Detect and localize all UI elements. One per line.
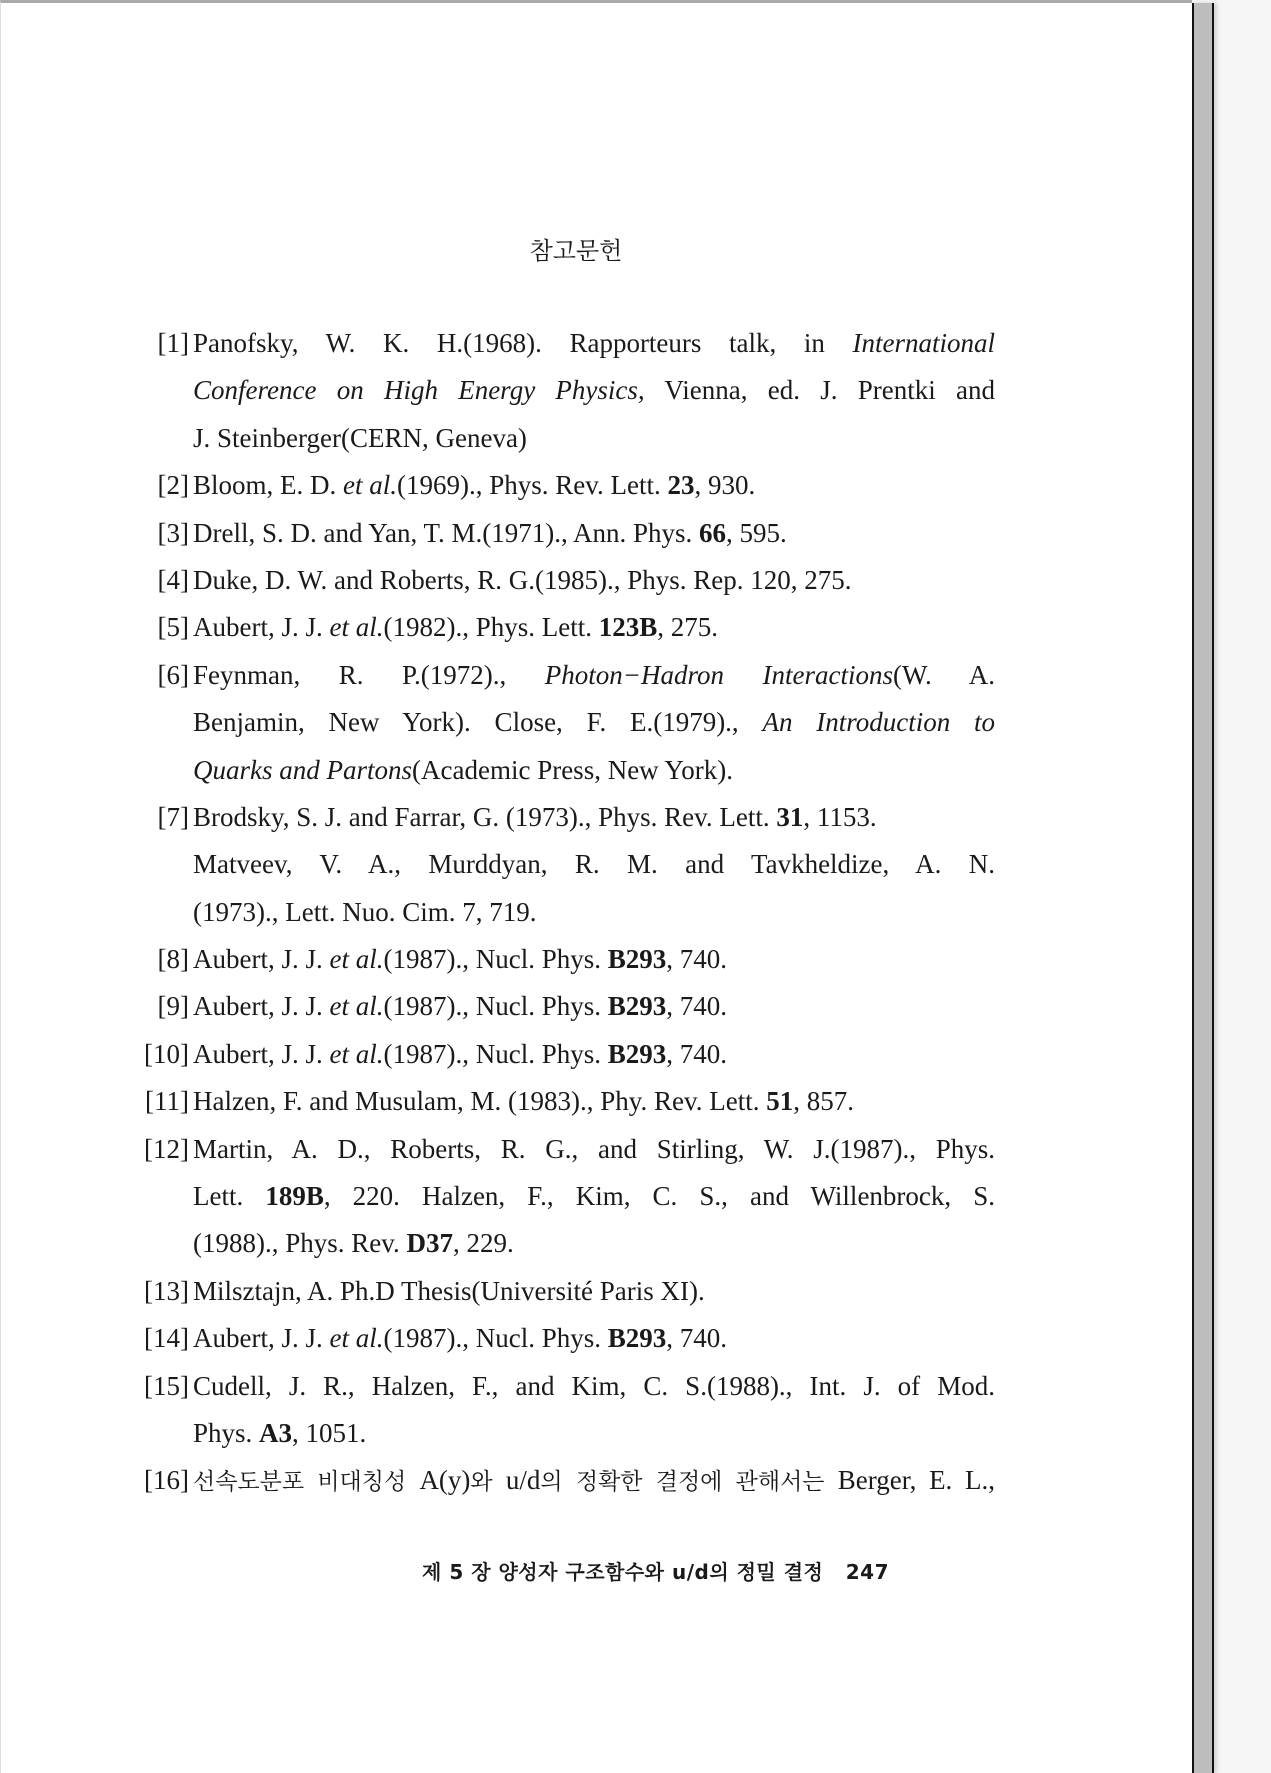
reference-text-segment: et al.: [329, 944, 384, 975]
reference-text-segment: (Academic Press, New York).: [412, 754, 733, 785]
reference-item: [129, 1271, 995, 1318]
reference-text-segment: , 740.: [666, 991, 728, 1022]
reference-text-segment: (1988)., Phys. Rev.: [193, 1228, 407, 1259]
reference-text-segment: A(y): [419, 1465, 471, 1496]
reference-text-segment: Berger, E. L.,: [837, 1465, 995, 1496]
reference-number: [9]: [157, 991, 189, 1022]
reference-continuation-line: [129, 750, 995, 797]
reference-text-segment: (1987)., Nucl. Phys.: [383, 944, 608, 975]
reference-continuation-line: [129, 370, 995, 417]
reference-text: [193, 418, 995, 458]
reference-text-segment: (1982)., Phys. Lett.: [383, 612, 599, 643]
reference-text-segment: et al.: [329, 612, 384, 643]
reference-continuation-line: [129, 892, 995, 939]
reference-text-segment: 의 정확한 결정에 관해서는: [540, 1469, 838, 1496]
reference-text-segment: Drell, S. D. and Yan, T. M.(1971)., Ann. Phys.: [193, 517, 700, 548]
reference-text-segment: (1969)., Phys. Rev. Lett.: [397, 470, 668, 501]
reference-text-segment: Aubert, J. J.: [193, 612, 330, 643]
reference-text-segment: A3: [259, 1417, 293, 1448]
reference-text-segment: B293: [607, 944, 667, 975]
reference-text: [193, 1318, 995, 1358]
reference-text: [193, 655, 995, 695]
reference-number: [5]: [157, 612, 189, 643]
reference-text-segment: (1973)., Lett. Nuo. Cim. 7, 719.: [193, 896, 537, 927]
reference-text-segment: , 857.: [793, 1086, 855, 1117]
reference-continuation-line: [129, 702, 995, 749]
reference-text-segment: 123B: [598, 612, 658, 643]
reference-text-segment: (1987)., Nucl. Phys.: [383, 991, 608, 1022]
reference-number: [12]: [144, 1133, 189, 1164]
reference-list: [129, 323, 995, 1508]
reference-text-segment: Conference on High Energy Physics,: [193, 375, 645, 406]
reference-text: [193, 702, 995, 742]
reference-text: [193, 892, 995, 932]
reference-number: [8]: [157, 944, 189, 975]
reference-text: [193, 1176, 995, 1216]
reference-text: [193, 797, 995, 837]
reference-text: [193, 1460, 995, 1502]
reference-item: [129, 560, 995, 607]
reference-text-segment: et al.: [343, 470, 398, 501]
reference-item: [129, 1366, 995, 1413]
reference-continuation-line: [129, 418, 995, 465]
reference-text-segment: 와: [470, 1469, 506, 1496]
reference-text-segment: Duke, D. W. and Roberts, R. G.(1985)., Phys. Rep. 120, 275.: [193, 564, 852, 595]
chapter-title: 제 5 장 양성자 구조함수와 u/d의 정밀 결정: [422, 1560, 824, 1584]
reference-text: [193, 844, 995, 884]
reference-text: [193, 1271, 995, 1311]
reference-text: [193, 465, 995, 505]
reference-text-segment: Bloom, E. D.: [193, 470, 344, 501]
reference-text-segment: B293: [607, 1038, 667, 1069]
reference-number: [10]: [144, 1038, 189, 1069]
reference-text-segment: Benjamin, New York). Close, F. E.(1979).,: [193, 707, 763, 738]
reference-text-segment: 31: [776, 801, 804, 832]
reference-text-segment: Aubert, J. J.: [193, 1323, 330, 1354]
reference-text-segment: Matveev, V. A., Murddyan, R. M. and Tavkheldize, A. N.: [193, 849, 995, 880]
reference-item: [129, 1318, 995, 1365]
reference-item: [129, 323, 995, 370]
reference-text-segment: Feynman, R. P.(1972).,: [193, 659, 545, 690]
reference-item: [129, 513, 995, 560]
reference-number: [16]: [144, 1465, 189, 1496]
reference-continuation-line: [129, 1223, 995, 1270]
reference-text-segment: Aubert, J. J.: [193, 944, 330, 975]
reference-text-segment: u/d: [505, 1465, 541, 1496]
reference-text-segment: Brodsky, S. J. and Farrar, G. (1973)., Phys. Rev. Lett.: [193, 801, 777, 832]
reference-text-segment: , 740.: [666, 944, 728, 975]
reference-text-segment: Aubert, J. J.: [193, 1038, 330, 1069]
reference-text: [193, 607, 995, 647]
reference-number: [14]: [144, 1323, 189, 1354]
reference-text: [193, 323, 995, 363]
reference-text-segment: B293: [607, 991, 667, 1022]
reference-text-segment: , 1153.: [803, 801, 877, 832]
reference-item: [129, 607, 995, 654]
page-title: 참고문헌: [529, 237, 623, 265]
reference-text-segment: , 275.: [657, 612, 719, 643]
reference-text-segment: , 229.: [453, 1228, 514, 1259]
reference-text-segment: 51: [766, 1086, 794, 1117]
reference-text-segment: Phys.: [193, 1417, 260, 1448]
reference-text-segment: J. Steinberger(CERN, Geneva): [193, 422, 527, 453]
reference-text-segment: Vienna, ed. J. Prentki and: [644, 375, 995, 406]
reference-item: [129, 797, 995, 844]
reference-text: [193, 750, 995, 790]
reference-item: [129, 939, 995, 986]
page-edge: [1192, 3, 1214, 1773]
reference-text-segment: , 740.: [666, 1038, 728, 1069]
reference-continuation-line: [129, 844, 995, 891]
reference-text-segment: An Introduction to: [762, 707, 995, 738]
page-number: 247: [845, 1560, 889, 1584]
reference-text-segment: Panofsky, W. K. H.(1968). Rapporteurs talk, in: [193, 328, 853, 358]
reference-number: [1]: [157, 328, 189, 358]
reference-text: [193, 1366, 995, 1406]
reference-text: [193, 986, 995, 1026]
reference-text: [193, 1034, 995, 1074]
reference-text-segment: (1987)., Nucl. Phys.: [383, 1038, 608, 1069]
reference-text-segment: , 220. Halzen, F., Kim, C. S., and Willenbrock, S.: [323, 1181, 995, 1212]
reference-continuation-line: [129, 1413, 995, 1460]
reference-number: [2]: [157, 470, 189, 501]
reference-item: [129, 465, 995, 512]
reference-number: [3]: [157, 517, 189, 548]
reference-text-segment: (W. A.: [892, 659, 995, 690]
reference-text-segment: 선속도분포 비대칭성: [193, 1469, 420, 1496]
reference-text-segment: (1987)., Nucl. Phys.: [383, 1323, 608, 1354]
reference-text-segment: 189B: [265, 1181, 324, 1212]
reference-number: [4]: [157, 564, 189, 595]
reference-text: [193, 1081, 995, 1121]
reference-item: [129, 655, 995, 702]
reference-text-segment: International: [852, 328, 995, 358]
reference-continuation-line: [129, 1176, 995, 1223]
reference-number: [6]: [157, 659, 189, 690]
reference-number: [11]: [145, 1086, 189, 1117]
reference-item: [129, 986, 995, 1033]
reference-text: [193, 1223, 995, 1263]
reference-text: [193, 939, 995, 979]
reference-text-segment: Milsztajn, A. Ph.D Thesis(Université Paris XI).: [193, 1275, 705, 1306]
reference-text-segment: 66: [699, 517, 727, 548]
reference-text-segment: Aubert, J. J.: [193, 991, 330, 1022]
reference-item: [129, 1129, 995, 1176]
reference-text-segment: et al.: [329, 1323, 384, 1354]
reference-text-segment: et al.: [329, 991, 384, 1022]
reference-text-segment: 23: [667, 470, 695, 501]
reference-text: [193, 560, 995, 600]
reference-text-segment: , 1051.: [292, 1417, 367, 1448]
page-footer: [422, 1556, 889, 1585]
reference-number: [15]: [144, 1370, 189, 1401]
reference-text-segment: , 740.: [666, 1323, 728, 1354]
reference-number: [7]: [157, 801, 189, 832]
reference-text-segment: Martin, A. D., Roberts, R. G., and Stirling, W. J.(1987)., Phys.: [193, 1133, 995, 1164]
reference-text-segment: , 595.: [726, 517, 787, 548]
reference-text-segment: B293: [607, 1323, 667, 1354]
reference-item: [129, 1460, 995, 1507]
reference-text-segment: Lett.: [193, 1181, 266, 1212]
reference-text-segment: D37: [406, 1228, 453, 1259]
reference-text-segment: et al.: [329, 1038, 384, 1069]
reference-text-segment: Photon−Hadron Interactions: [544, 659, 893, 690]
reference-text: [193, 1129, 995, 1169]
reference-text: [193, 513, 995, 553]
reference-text-segment: Halzen, F. and Musulam, M. (1983)., Phy. Rev. Lett.: [193, 1086, 767, 1117]
reference-text-segment: , 930.: [694, 470, 756, 501]
reference-text-segment: Cudell, J. R., Halzen, F., and Kim, C. S.(1988)., Int. J. of Mod.: [193, 1370, 995, 1401]
reference-text-segment: Quarks and Partons: [193, 754, 413, 785]
reference-number: [13]: [144, 1275, 189, 1306]
reference-text: [193, 370, 995, 410]
reference-item: [129, 1034, 995, 1081]
reference-item: [129, 1081, 995, 1128]
reference-text: [193, 1413, 995, 1453]
